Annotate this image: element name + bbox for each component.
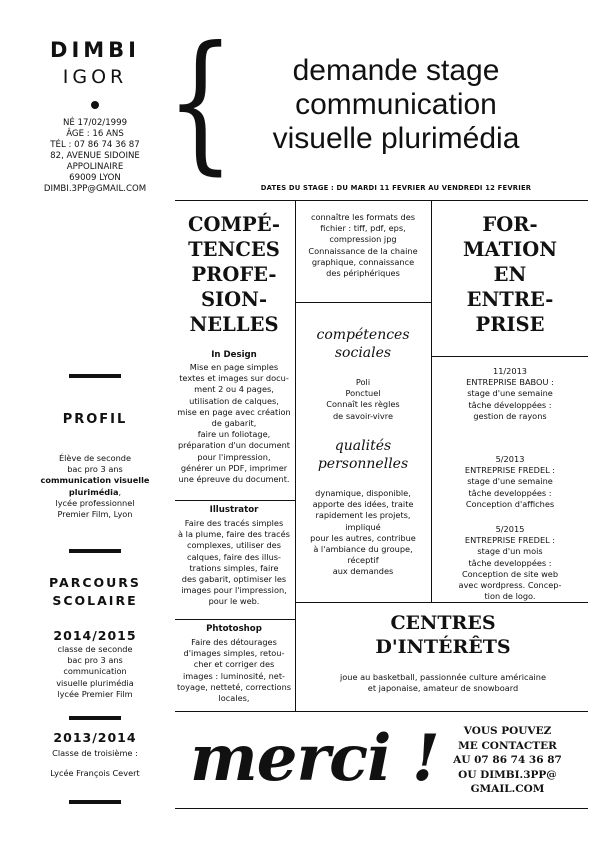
profil-heading: PROFIL: [62, 412, 128, 427]
formation-entry-3: 5/2015 ENTREPRISE FREDEL : stage d'un mois tâche developpées : Conception de site web avec wordpress. Concep- tion de logo.: [458, 524, 562, 602]
first-name: DIMBI: [50, 38, 140, 62]
contact-block: NÉ 17/02/1999 ÂGE : 16 ANS TÉL : 07 86 74 36 87 82, AVENUE SIDOINE APPOLINAIRE 69009 LYON DIMBI.3PP@GMAIL.COM: [43, 118, 147, 194]
merci-text: merci !: [190, 721, 439, 796]
parcours-year-1: 2014/2015: [53, 628, 137, 643]
grid-bottom-line: [175, 711, 588, 712]
photoshop-title: Phtotoshop: [206, 624, 262, 634]
sociales-heading: compétences sociales: [316, 327, 410, 361]
qualites-heading: qualités personnelles: [317, 438, 409, 472]
contact-cta: VOUS POUVEZ ME CONTACTER AU 07 86 74 36 87 OU DIMBI.3PP@ GMAIL.COM: [453, 725, 562, 795]
grid-photoshop-line: [175, 619, 295, 620]
profil-line2: , lycée professionnel Premier Film, Lyon: [55, 486, 135, 520]
divider-parcours-top: [69, 549, 121, 553]
competences-heading: COMPÉ- TENCES PROFE- SION- NELLES: [187, 213, 281, 336]
profil-text: [25, 453, 165, 520]
formation-entry-2: 5/2013 ENTREPRISE FREDEL : stage d'une semaine tâche developpées : Conception d'affiches: [464, 454, 556, 509]
sociales-text: Poli Ponctuel Connaît les règles de savoir-vivre: [326, 377, 400, 421]
stage-dates: DATES DU STAGE : DU MARDI 11 FEVRIER AU VENDREDI 12 FEVRIER: [260, 184, 532, 192]
last-name: IGOR: [62, 66, 128, 88]
illustrator-title: Illustrator: [209, 505, 259, 515]
footer-bottom-line: [175, 808, 588, 809]
formation-entry-1: 11/2013 ENTREPRISE BABOU : stage d'une semaine tâche développées : gestion de rayons: [466, 366, 554, 421]
profil-bold: communication visuelle plurimédia: [40, 475, 150, 497]
photoshop-text: Faire des détourages d'images simples, retou- cher et corriger des images : luminosité, net- toyage, netteté, corrections locales,: [176, 637, 292, 704]
formation-heading: FOR- MATION EN ENTRE- PRISE: [462, 213, 558, 336]
formats-text: connaître les formats des fichier : tiff, pdf, eps, compression jpg Connaissance de la chaine graphique, connaissance des périphériques: [308, 212, 418, 279]
page-title: demande stage communication visuelle plurimédia: [272, 54, 520, 155]
parcours-year-2: 2013/2014: [53, 730, 137, 745]
title-brace: {: [166, 15, 235, 189]
grid-formation-line: [431, 356, 588, 357]
interets-text: joue au basketball, passionnée culture américaine et japonaise, amateur de snowboard: [339, 672, 547, 694]
grid-mid-line: [295, 302, 431, 303]
grid-illustrator-line: [175, 500, 295, 501]
divider-profil-top: [69, 374, 121, 378]
profil-line1: Élève de seconde bac pro 3 ans: [58, 453, 132, 475]
parcours-text-1: classe de seconde bac pro 3 ans communication visuelle plurimédia lycée Premier Film: [56, 644, 134, 699]
illustrator-text: Faire des tracés simples à la plume, faire des tracés complexes, utiliser des calques, faire des illus- trations simples, faire des gabarit, optimiser les images pour l'impression, pour le web.: [178, 518, 290, 607]
parcours-heading: PARCOURS SCOLAIRE: [49, 575, 141, 608]
grid-top-line: [175, 200, 588, 201]
interets-heading: CENTRES D'INTÉRÊTS: [375, 612, 511, 658]
indesign-text: Mise en page simples textes et images sur docu- ment 2 ou 4 pages, utilisation de calques, mise en page avec création de gabarit, faire un foliotage, préparation d'un document pour l'impression, générer un PDF, imprimer une épreuve du document.: [177, 362, 291, 485]
qualites-text: dynamique, disponible, apporte des idées, traite rapidement les projets, impliqué pour les autres, contribue à l'ambiance du groupe, réceptif aux demandes: [310, 488, 416, 577]
bullet-dot: [91, 101, 99, 109]
parcours-text-3: Lycée François Cevert: [50, 768, 140, 778]
parcours-text-2: Classe de troisième :: [52, 748, 138, 758]
divider-bottom-left: [69, 800, 121, 804]
indesign-title: In Design: [211, 350, 257, 360]
divider-parcours-mid: [69, 716, 121, 720]
